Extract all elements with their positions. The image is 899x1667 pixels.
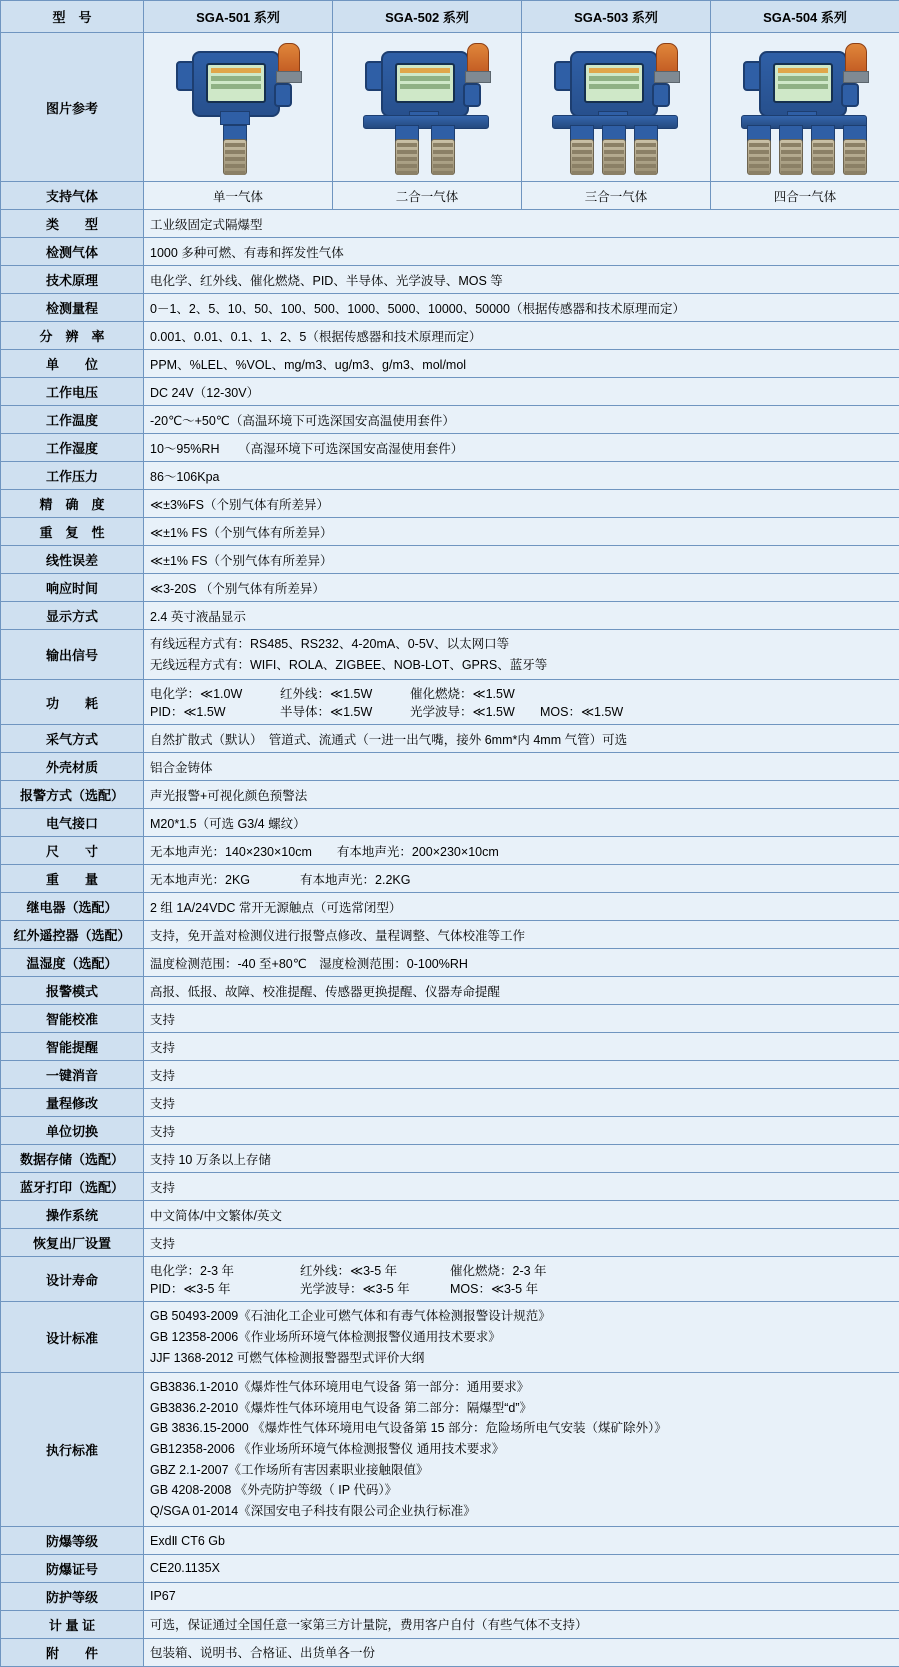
row-value: ≪±3%FS（个别气体有所差异） [144,490,899,518]
row-label: 外壳材质 [1,753,144,781]
table-row [1,574,899,602]
power-item: PID：≪1.5W [150,702,280,720]
table-row [1,1229,899,1257]
header-model-2: SGA-502 系列 [333,1,522,33]
table-row [1,462,899,490]
table-row [1,1117,899,1145]
row-label: 计 量 证 [1,1610,144,1638]
table-row [1,1201,899,1229]
row-value: ≪3-20S （个别气体有所差异） [144,574,899,602]
row-value: 2 组 1A/24VDC 常开无源触点（可选常闭型） [144,893,899,921]
row-label: 检测气体 [1,238,144,266]
gas-support-label: 支持气体 [1,182,144,210]
row-label: 精 确 度 [1,490,144,518]
table-row [1,266,899,294]
lifespan-value [144,1257,899,1302]
row-value: PPM、%LEL、%VOL、mg/m3、ug/m3、g/m3、mol/mol [144,350,899,378]
detector-illustration-2 [347,37,507,177]
table-row [1,753,899,781]
lifespan-item: 催化燃烧：2-3 年 [450,1261,600,1279]
table-row [1,893,899,921]
row-value: 支持 [144,1061,899,1089]
table-row [1,1089,899,1117]
table-row [1,1582,899,1610]
row-label: 报警模式 [1,977,144,1005]
table-row-gas-support [1,182,899,210]
row-label: 一键消音 [1,1061,144,1089]
exec-standard-line: GB 4208-2008 《外壳防护等级（ IP 代码）》 [150,1480,893,1501]
table-row [1,1061,899,1089]
row-value: ≪±1% FS（个别气体有所差异） [144,546,899,574]
power-item: MOS：≪1.5W [540,702,670,720]
power-item: 电化学：≪1.0W [150,684,280,702]
row-value: 支持，免开盖对检测仪进行报警点修改、量程调整、气体校准等工作 [144,921,899,949]
table-row [1,921,899,949]
row-label: 显示方式 [1,602,144,630]
row-label: 单位切换 [1,1117,144,1145]
row-value: 支持 [144,1005,899,1033]
table-row [1,809,899,837]
table-row-images [1,33,899,182]
row-value: ≪±1% FS（个别气体有所差异） [144,518,899,546]
table-row [1,1526,899,1554]
table-row [1,294,899,322]
exec-standard-line: GB3836.2-2010《爆炸性气体环境用电气设备 第二部分：隔爆型“d”》 [150,1398,893,1419]
row-value: 自然扩散式（默认） 管道式、流通式（一进一出气嘴，接外 6mm*内 4mm 气管）可选 [144,725,899,753]
table-row-header [1,1,899,33]
table-row [1,490,899,518]
row-label: 防爆证号 [1,1554,144,1582]
table-row [1,434,899,462]
row-label: 数据存储（选配） [1,1145,144,1173]
row-label: 智能提醒 [1,1033,144,1061]
power-item: 红外线：≪1.5W [280,684,410,702]
lifespan-item: MOS：≪3-5 年 [450,1279,600,1297]
product-image-501 [144,33,333,182]
row-label: 防护等级 [1,1582,144,1610]
row-value: 0－1、2、5、10、50、100、500、1000、5000、10000、50000（根据传感器和技术原理而定） [144,294,899,322]
row-label: 继电器（选配） [1,893,144,921]
row-label: 响应时间 [1,574,144,602]
row-value: 温度检测范围：-40 至+80℃ 湿度检测范围：0-100%RH [144,949,899,977]
design-standard-label: 设计标准 [1,1302,144,1373]
output-label: 输出信号 [1,630,144,680]
table-row [1,837,899,865]
row-value: 支持 [144,1173,899,1201]
row-value: ExdⅡ CT6 Gb [144,1526,899,1554]
row-value: 0.001、0.01、0.1、1、2、5（根据传感器和技术原理而定） [144,322,899,350]
table-row-lifespan [1,1257,899,1302]
row-value: 支持 [144,1117,899,1145]
table-row [1,977,899,1005]
detector-illustration-4 [725,37,885,177]
row-value: 86～106Kpa [144,462,899,490]
table-row [1,1005,899,1033]
row-label: 报警方式（选配） [1,781,144,809]
lifespan-item: 电化学：2-3 年 [150,1261,300,1279]
row-value: CE20.1135X [144,1554,899,1582]
row-value: 包装箱、说明书、合格证、出货单各一份 [144,1638,899,1666]
table-row [1,1145,899,1173]
product-image-504 [711,33,899,182]
lifespan-line-2 [150,1279,893,1297]
row-label: 附 件 [1,1638,144,1666]
row-label: 工作湿度 [1,434,144,462]
row-label: 蓝牙打印（选配） [1,1173,144,1201]
row-label: 单 位 [1,350,144,378]
gas-support-3: 三合一气体 [522,182,711,210]
table-row [1,781,899,809]
exec-standard-label: 执行标准 [1,1373,144,1526]
design-standard-line: GB 12358-2006《作业场所环境气体检测报警仪通用技术要求》 [150,1327,893,1348]
table-row-design-standard [1,1302,899,1373]
gas-support-2: 二合一气体 [333,182,522,210]
lifespan-label: 设计寿命 [1,1257,144,1302]
row-value: 可选，保证通过全国任意一家第三方计量院，费用客户自付（有些气体不支持） [144,1610,899,1638]
design-standard-line: GB 50493-2009《石油化工企业可燃气体和有毒气体检测报警设计规范》 [150,1306,893,1327]
product-image-503 [522,33,711,182]
row-label: 重 量 [1,865,144,893]
header-label: 型 号 [1,1,144,33]
row-value: 10～95%RH （高湿环境下可选深国安高湿使用套件） [144,434,899,462]
row-value: IP67 [144,1582,899,1610]
row-label: 工作温度 [1,406,144,434]
row-label: 温湿度（选配） [1,949,144,977]
table-row [1,210,899,238]
row-value: 电化学、红外线、催化燃烧、PID、半导体、光学波导、MOS 等 [144,266,899,294]
table-row [1,1173,899,1201]
power-line-2 [150,702,893,720]
table-row [1,1554,899,1582]
lifespan-item: 光学波导：≪3-5 年 [300,1279,450,1297]
power-value [144,680,899,725]
table-row [1,1638,899,1666]
row-value: M20*1.5（可选 G3/4 螺纹） [144,809,899,837]
header-model-3: SGA-503 系列 [522,1,711,33]
power-item: 光学波导：≪1.5W [410,702,540,720]
row-label: 尺 寸 [1,837,144,865]
row-label: 线性误差 [1,546,144,574]
table-row [1,602,899,630]
row-value: 铝合金铸体 [144,753,899,781]
row-label: 操作系统 [1,1201,144,1229]
row-label: 红外遥控器（选配） [1,921,144,949]
header-model-4: SGA-504 系列 [711,1,899,33]
gas-support-4: 四合一气体 [711,182,899,210]
table-row [1,238,899,266]
exec-standard-line: GBZ 2.1-2007《工作场所有害因素职业接触限值》 [150,1460,893,1481]
table-row [1,406,899,434]
row-value: 无本地声光：140×230×10cm 有本地声光：200×230×10cm [144,837,899,865]
power-line-1 [150,684,893,702]
power-label: 功 耗 [1,680,144,725]
table-row [1,865,899,893]
power-item: 催化燃烧：≪1.5W [410,684,540,702]
table-row [1,350,899,378]
detector-illustration-3 [536,37,696,177]
output-line-wired: 有线远程方式有：RS485、RS232、4-20mA、0-5V、以太网口等 [150,634,893,655]
exec-standard-line: Q/SGA 01-2014《深国安电子科技有限公司企业执行标准》 [150,1501,893,1522]
row-value: 支持 [144,1033,899,1061]
row-value: 支持 [144,1229,899,1257]
row-label: 重 复 性 [1,518,144,546]
row-label: 智能校准 [1,1005,144,1033]
row-label: 类 型 [1,210,144,238]
power-item: 半导体：≪1.5W [280,702,410,720]
lifespan-item: PID：≪3-5 年 [150,1279,300,1297]
product-image-502 [333,33,522,182]
row-value: -20℃～+50℃（高温环境下可选深国安高温使用套件） [144,406,899,434]
row-label: 分 辨 率 [1,322,144,350]
table-row-output [1,630,899,680]
row-value: 无本地声光：2KG 有本地声光：2.2KG [144,865,899,893]
detector-illustration-1 [158,37,318,177]
row-value: DC 24V（12-30V） [144,378,899,406]
design-standard-value [144,1302,899,1373]
table-row-exec-standard [1,1373,899,1526]
row-label: 技术原理 [1,266,144,294]
table-row [1,1610,899,1638]
row-value: 工业级固定式隔爆型 [144,210,899,238]
row-value: 中文简体/中文繁体/英文 [144,1201,899,1229]
lifespan-line-1 [150,1261,893,1279]
row-label: 恢复出厂设置 [1,1229,144,1257]
row-value: 1000 多种可燃、有毒和挥发性气体 [144,238,899,266]
row-value: 支持 [144,1089,899,1117]
exec-standard-line: GB12358-2006 《作业场所环境气体检测报警仪 通用技术要求》 [150,1439,893,1460]
row-value: 高报、低报、故障、校准提醒、传感器更换提醒、仪器寿命提醒 [144,977,899,1005]
table-row [1,518,899,546]
table-row [1,322,899,350]
output-line-wireless: 无线远程方式有：WIFI、ROLA、ZIGBEE、NOB-LOT、GPRS、蓝牙等 [150,655,893,676]
table-row [1,1033,899,1061]
row-label: 防爆等级 [1,1526,144,1554]
exec-standard-value [144,1373,899,1526]
row-label: 采气方式 [1,725,144,753]
row-label: 量程修改 [1,1089,144,1117]
row-label: 检测量程 [1,294,144,322]
table-row [1,949,899,977]
row-label: 电气接口 [1,809,144,837]
header-model-1: SGA-501 系列 [144,1,333,33]
table-row-power [1,680,899,725]
row-value: 声光报警+可视化颜色预警法 [144,781,899,809]
output-value [144,630,899,680]
table-row [1,725,899,753]
row-value: 支持 10 万条以上存储 [144,1145,899,1173]
row-label: 工作电压 [1,378,144,406]
image-row-label: 图片参考 [1,33,144,182]
exec-standard-line: GB3836.1-2010《爆炸性气体环境用电气设备 第一部分：通用要求》 [150,1377,893,1398]
table-row [1,378,899,406]
row-value: 2.4 英寸液晶显示 [144,602,899,630]
row-label: 工作压力 [1,462,144,490]
gas-support-1: 单一气体 [144,182,333,210]
lifespan-item: 红外线：≪3-5 年 [300,1261,450,1279]
table-row [1,546,899,574]
design-standard-line: JJF 1368-2012 可燃气体检测报警器型式评价大纲 [150,1348,893,1369]
exec-standard-line: GB 3836.15-2000 《爆炸性气体环境用电气设备第 15 部分：危险场所电气安装（煤矿除外）》 [150,1418,893,1439]
